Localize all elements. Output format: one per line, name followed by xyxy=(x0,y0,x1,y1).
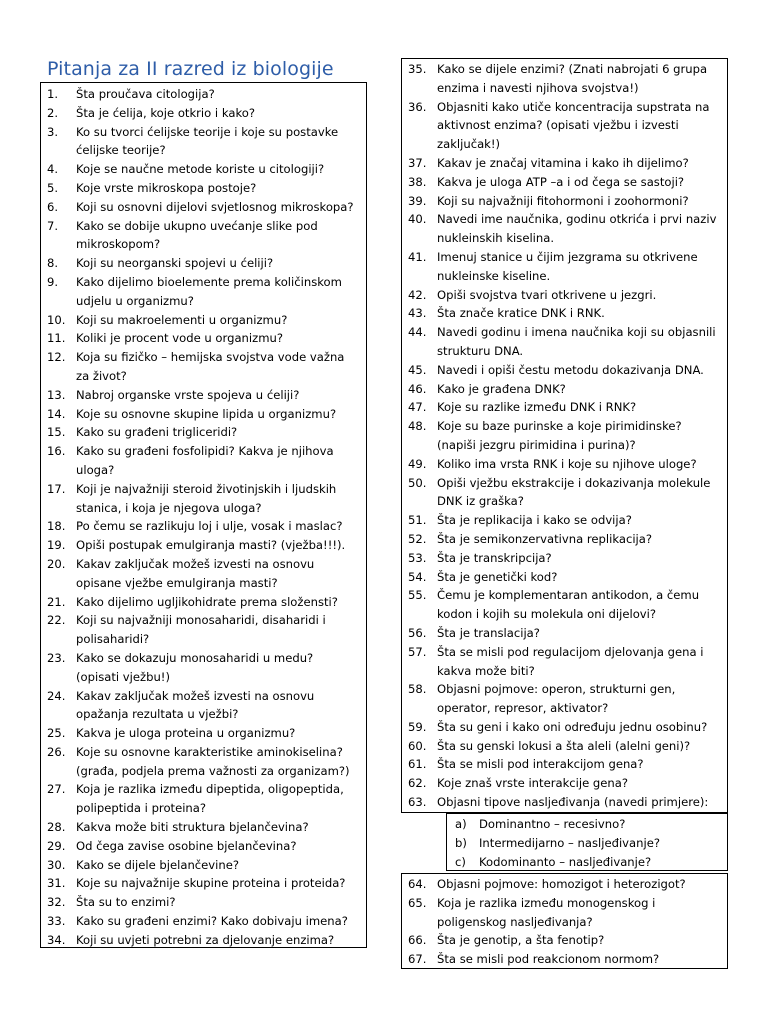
question-text: Šta se misli pod regulacijom djelovanja gena i kakva može biti? xyxy=(437,644,704,678)
question-text: Od čega zavise osobine bjelančevina? xyxy=(76,838,297,853)
list-item xyxy=(447,834,727,853)
list-item xyxy=(41,104,366,123)
item-number: 4. xyxy=(47,162,59,177)
sub-item-list xyxy=(447,814,727,871)
list-item xyxy=(402,737,727,756)
list-item xyxy=(41,273,366,311)
list-item xyxy=(41,536,366,555)
question-text: Kako se dokazuju monosaharidi u medu? (opisati vježbu!) xyxy=(76,650,314,684)
item-number: 32. xyxy=(47,895,66,910)
list-item xyxy=(41,593,366,612)
item-number: 22. xyxy=(47,613,66,628)
list-item xyxy=(41,874,366,893)
item-number: c) xyxy=(455,854,466,869)
question-text: Dominantno – recesivno? xyxy=(479,817,626,831)
item-number: 48. xyxy=(408,419,427,434)
item-number: 18. xyxy=(47,519,66,534)
question-text: Koji su uvjeti potrebni za djelovanje enzima? xyxy=(76,932,335,947)
question-text: Koje su osnovne karakteristike aminokiselina? (građa, podjela prema važnosti za organizam?) xyxy=(76,744,350,778)
item-number: 40. xyxy=(408,212,427,227)
list-item xyxy=(41,649,366,687)
list-item xyxy=(402,210,727,248)
question-text: Kako dijelimo ugljikohidrate prema složensti? xyxy=(76,594,338,609)
list-item xyxy=(402,931,727,950)
item-number: 35. xyxy=(408,62,427,76)
question-text: Koje su osnovne skupine lipida u organizmu? xyxy=(76,406,337,421)
item-number: 3. xyxy=(47,124,59,139)
item-number: 60. xyxy=(408,738,427,753)
list-item xyxy=(402,718,727,737)
list-item xyxy=(41,931,366,950)
question-text: Objasni pojmove: operon, strukturni gen, operator, represor, aktivator? xyxy=(437,682,676,716)
question-text: Kako se dijele bjelančevine? xyxy=(76,857,240,872)
item-number: a) xyxy=(455,817,467,831)
list-item xyxy=(402,511,727,530)
list-item xyxy=(402,568,727,587)
item-number: 41. xyxy=(408,249,427,264)
item-number: 16. xyxy=(47,444,66,459)
question-text: Kakav zaključak možeš izvesti na osnovu opisane vježbe emulgiranja masti? xyxy=(76,556,315,590)
item-number: 63. xyxy=(408,795,427,810)
question-text: Koliki je procent vode u organizmu? xyxy=(76,331,284,346)
list-item xyxy=(402,192,727,211)
question-text: Koje vrste mikroskopa postoje? xyxy=(76,180,257,195)
question-text: Opiši vježbu ekstrakcije i dokazivanja molekule DNK iz graška? xyxy=(437,475,711,509)
item-number: 25. xyxy=(47,726,66,741)
item-number: 50. xyxy=(408,475,427,490)
list-item xyxy=(41,329,366,348)
list-item xyxy=(402,643,727,681)
list-item xyxy=(447,853,727,872)
item-number: 10. xyxy=(47,312,66,327)
question-text: Šta se misli pod interakcijom gena? xyxy=(437,757,644,772)
question-text: Koje se naučne metode koriste u citologiji? xyxy=(76,162,325,177)
list-item xyxy=(447,815,727,834)
question-text: Navedi i opiši čestu metodu dokazivanja DNA. xyxy=(437,362,704,377)
question-text: Koje su najvažnije skupine proteina i proteida? xyxy=(76,876,346,891)
question-text: Koji su makroelementi u organizmu? xyxy=(76,312,288,327)
question-text: Navedi ime naučnika, godinu otkrića i prvi naziv nukleinskih kiselina. xyxy=(437,212,717,246)
list-item xyxy=(41,856,366,875)
item-number: 21. xyxy=(47,594,66,609)
item-number: 42. xyxy=(408,287,427,302)
item-number: 15. xyxy=(47,425,66,440)
item-number: 53. xyxy=(408,550,427,565)
list-item xyxy=(41,893,366,912)
question-text: Šta je replikacija i kako se odvija? xyxy=(437,513,632,528)
question-text: Kakav zaključak možeš izvesti na osnovu opažanja rezultata u vježbi? xyxy=(76,688,315,722)
item-number: 37. xyxy=(408,155,427,170)
question-text: Kako su građeni enzimi? Kako dobivaju imena? xyxy=(76,914,348,929)
list-item xyxy=(41,254,366,273)
question-text: Kodominanto – nasljeđivanje? xyxy=(479,854,652,869)
list-item xyxy=(402,530,727,549)
item-number: 67. xyxy=(408,952,427,967)
question-text: Kako se dijele enzimi? (Znati nabrojati 6 grupa enzima i navesti njihova svojstva!) xyxy=(437,62,708,95)
list-item xyxy=(41,480,366,518)
item-number: 23. xyxy=(47,650,66,665)
list-item xyxy=(402,154,727,173)
list-item xyxy=(402,248,727,286)
list-item xyxy=(402,474,727,512)
item-number: 57. xyxy=(408,644,427,659)
list-item xyxy=(41,160,366,179)
question-text: Objasni tipove nasljeđivanja (navedi primjere): xyxy=(437,795,709,810)
item-number: 31. xyxy=(47,876,66,891)
item-number: b) xyxy=(455,835,467,850)
item-number: 51. xyxy=(408,513,427,528)
item-number: 20. xyxy=(47,556,66,571)
item-number: 13. xyxy=(47,387,66,402)
item-number: 33. xyxy=(47,914,66,929)
question-text: Po čemu se razlikuju loj i ulje, vosak i maslac? xyxy=(76,519,343,534)
item-number: 44. xyxy=(408,325,427,340)
item-number: 46. xyxy=(408,381,427,396)
item-number: 9. xyxy=(47,274,59,289)
question-text: Koje su razlike između DNK i RNK? xyxy=(437,400,637,415)
list-item xyxy=(41,217,366,255)
list-item xyxy=(41,687,366,725)
question-text: Koji je najvažniji steroid životinjskih i ljudskih stanica, i koja je njegova uloga? xyxy=(76,481,337,515)
question-text: Koliko ima vrsta RNK i koje su njihove uloge? xyxy=(437,456,697,471)
question-text: Šta je semikonzervativna replikacija? xyxy=(437,531,653,546)
item-number: 56. xyxy=(408,625,427,640)
list-item xyxy=(402,875,727,894)
question-text: Ko su tvorci ćelijske teorije i koje su postavke ćelijske teorije? xyxy=(76,124,339,158)
item-number: 27. xyxy=(47,782,66,797)
item-number: 54. xyxy=(408,569,427,584)
list-item xyxy=(402,98,727,154)
question-list xyxy=(402,59,727,812)
item-number: 62. xyxy=(408,776,427,791)
question-text: Koja je razlika između monogenskog i poligenskog nasljeđivanja? xyxy=(437,895,656,929)
item-number: 14. xyxy=(47,406,66,421)
item-number: 65. xyxy=(408,895,427,910)
question-text: Objasni pojmove: homozigot i heterozigot? xyxy=(437,877,686,891)
questions-right-box xyxy=(401,58,728,813)
question-text: Šta su to enzimi? xyxy=(76,895,176,910)
question-text: Koji su neorganski spojevi u ćeliji? xyxy=(76,256,274,271)
item-number: 30. xyxy=(47,857,66,872)
item-number: 55. xyxy=(408,588,427,603)
question-text: Šta su geni i kako oni određuju jednu osobinu? xyxy=(437,719,708,734)
item-number: 2. xyxy=(47,105,59,120)
list-item xyxy=(41,123,366,161)
list-item xyxy=(402,323,727,361)
question-text: Kakva je uloga ATP –a i od čega se sastoji? xyxy=(437,174,685,189)
list-item xyxy=(402,894,727,932)
question-list xyxy=(402,874,727,969)
questions-bottom-box xyxy=(401,873,728,969)
list-item xyxy=(402,586,727,624)
item-number: 6. xyxy=(47,199,59,214)
item-number: 11. xyxy=(47,331,66,346)
inheritance-types-box xyxy=(446,813,728,871)
list-item xyxy=(41,837,366,856)
list-item xyxy=(41,348,366,386)
question-text: Kakva može biti struktura bjelančevina? xyxy=(76,820,309,835)
item-number: 7. xyxy=(47,218,59,233)
list-item xyxy=(41,423,366,442)
list-item xyxy=(402,755,727,774)
list-item xyxy=(41,198,366,217)
list-item xyxy=(41,724,366,743)
list-item xyxy=(41,442,366,480)
question-text: Kakva je uloga proteina u organizmu? xyxy=(76,726,296,741)
item-number: 34. xyxy=(47,932,66,947)
question-text: Šta proučava citologija? xyxy=(76,87,215,101)
list-item xyxy=(402,60,727,98)
list-item xyxy=(402,549,727,568)
item-number: 52. xyxy=(408,531,427,546)
question-text: Šta je transkripcija? xyxy=(437,550,552,565)
item-number: 58. xyxy=(408,682,427,697)
item-number: 47. xyxy=(408,400,427,415)
item-number: 5. xyxy=(47,180,59,195)
list-item xyxy=(402,455,727,474)
question-text: Imenuj stanice u čijim jezgrama su otkrivene nukleinske kiseline. xyxy=(437,249,698,283)
question-text: Koja je razlika između dipeptida, oligopeptida, polipeptida i proteina? xyxy=(76,782,344,816)
question-text: Koji su osnovni dijelovi svjetlosnog mikroskopa? xyxy=(76,199,354,214)
list-item xyxy=(41,85,366,104)
question-text: Kako je građena DNK? xyxy=(437,381,566,396)
list-item xyxy=(402,624,727,643)
item-number: 24. xyxy=(47,688,66,703)
list-item xyxy=(41,780,366,818)
question-text: Koje znaš vrste interakcije gena? xyxy=(437,776,629,791)
question-text: Šta je genotip, a šta fenotip? xyxy=(437,933,605,948)
list-item xyxy=(41,405,366,424)
item-number: 28. xyxy=(47,820,66,835)
question-text: Nabroj organske vrste spojeva u ćeliji? xyxy=(76,387,300,402)
question-text: Šta je genetički kod? xyxy=(437,569,558,584)
question-list xyxy=(41,83,366,950)
item-number: 26. xyxy=(47,744,66,759)
question-text: Opiši postupak emulgiranja masti? (vježba!!!). xyxy=(76,538,346,553)
list-item xyxy=(41,912,366,931)
list-item xyxy=(402,398,727,417)
item-number: 45. xyxy=(408,362,427,377)
list-item xyxy=(402,304,727,323)
question-text: Kako su građeni trigliceridi? xyxy=(76,425,238,440)
question-text: Čemu je komplementaran antikodon, a čemu kodon i kojih su molekula oni dijelovi? xyxy=(437,588,700,622)
item-number: 12. xyxy=(47,350,66,365)
item-number: 36. xyxy=(408,99,427,114)
question-text: Šta znače kratice DNK i RNK. xyxy=(437,306,605,321)
list-item xyxy=(41,743,366,781)
question-text: Kako se dobije ukupno uvećanje slike pod mikroskopom? xyxy=(76,218,318,252)
question-text: Šta je ćelija, koje otkrio i kako? xyxy=(76,105,256,120)
list-item xyxy=(41,517,366,536)
list-item xyxy=(41,179,366,198)
question-text: Šta se misli pod reakcionom normom? xyxy=(437,952,660,967)
list-item xyxy=(402,774,727,793)
item-number: 17. xyxy=(47,481,66,496)
question-text: Koja su fizičko – hemijska svojstva vode važna za život? xyxy=(76,350,345,383)
item-number: 49. xyxy=(408,456,427,471)
list-item xyxy=(402,680,727,718)
item-number: 29. xyxy=(47,838,66,853)
page-title: Pitanja za II razred iz biologije xyxy=(47,58,334,80)
item-number: 38. xyxy=(408,174,427,189)
item-number: 66. xyxy=(408,933,427,948)
question-text: Kakav je značaj vitamina i kako ih dijelimo? xyxy=(437,155,689,170)
question-text: Navedi godinu i imena naučnika koji su objasnili strukturu DNA. xyxy=(437,325,716,358)
question-text: Opiši svojstva tvari otkrivene u jezgri. xyxy=(437,287,657,302)
question-text: Šta je translacija? xyxy=(437,625,540,640)
question-text: Koji su najvažniji monosaharidi, disaharidi i polisaharidi? xyxy=(76,613,326,647)
item-number: 64. xyxy=(408,877,427,891)
list-item xyxy=(41,555,366,593)
item-number: 43. xyxy=(408,306,427,321)
item-number: 19. xyxy=(47,538,66,553)
item-number: 59. xyxy=(408,719,427,734)
question-text: Intermedijarno – nasljeđivanje? xyxy=(479,835,660,850)
question-text: Kako su građeni fosfolipidi? Kakva je njihova uloga? xyxy=(76,444,334,477)
list-item xyxy=(41,311,366,330)
question-text: Objasniti kako utiče koncentracija supstrata na aktivnost enzima? (opisati vježbu i izvesti zaključak!) xyxy=(437,99,710,152)
questions-left-box xyxy=(40,82,367,948)
question-text: Koje su baze purinske a koje pirimidinske? (napiši jezgru pirimidina i purina)? xyxy=(437,419,682,452)
list-item xyxy=(402,417,727,455)
question-text: Koji su najvažniji fitohormoni i zoohormoni? xyxy=(437,193,689,208)
question-text: Šta su genski lokusi a šta aleli (alelni geni)? xyxy=(437,738,691,753)
list-item xyxy=(402,361,727,380)
list-item xyxy=(402,950,727,969)
item-number: 39. xyxy=(408,193,427,208)
list-item xyxy=(41,818,366,837)
list-item xyxy=(402,173,727,192)
question-text: Kako dijelimo bioelemente prema količinskom udjelu u organizmu? xyxy=(76,274,342,308)
list-item xyxy=(41,386,366,405)
item-number: 1. xyxy=(47,87,59,101)
list-item xyxy=(41,611,366,649)
item-number: 8. xyxy=(47,256,59,271)
list-item xyxy=(402,793,727,812)
list-item xyxy=(402,286,727,305)
item-number: 61. xyxy=(408,757,427,772)
list-item xyxy=(402,380,727,399)
